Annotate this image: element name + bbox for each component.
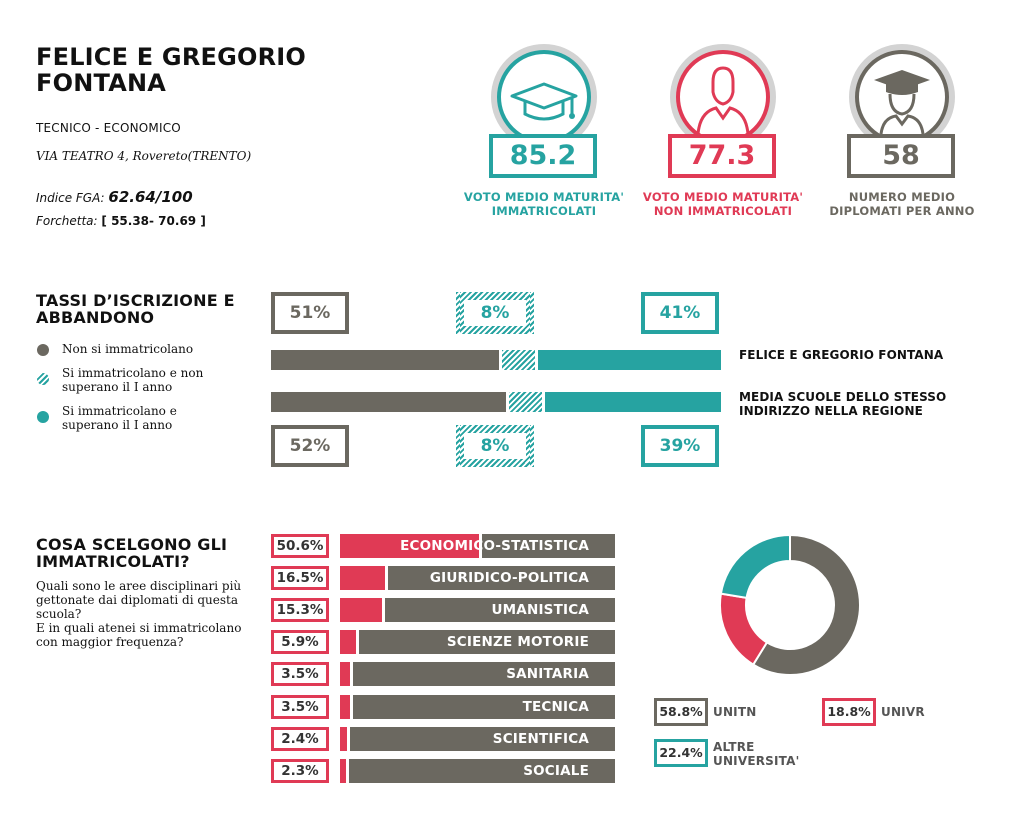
enroll-bar-gap bbox=[535, 350, 538, 370]
legend-dot-dropout bbox=[37, 373, 49, 385]
enrollment-title: TASSI D’ISCRIZIONE E ABBANDONO bbox=[36, 291, 235, 327]
area-value-box: 2.3% bbox=[271, 759, 329, 783]
areas-question-2: E in quali atenei si immatricolano con maggior frequenza? bbox=[36, 621, 242, 649]
enroll-bar-gap bbox=[542, 392, 545, 412]
fga-index bbox=[36, 188, 193, 206]
enroll-bar-segment bbox=[271, 392, 507, 412]
enroll-value-box: 39% bbox=[641, 425, 719, 467]
enroll-bar-segment bbox=[507, 392, 543, 412]
donut-slice bbox=[720, 594, 767, 665]
uni-label: UNITN bbox=[713, 705, 757, 719]
kpi-value-diplomati: 58 bbox=[847, 134, 955, 178]
area-category-label: UMANISTICA bbox=[491, 602, 589, 618]
area-value-box: 2.4% bbox=[271, 727, 329, 751]
area-category-label: SCIENTIFICA bbox=[492, 731, 589, 747]
enroll-category-label: MEDIA SCUOLE DELLO STESSO INDIRIZZO NELLA REGIONE bbox=[739, 390, 947, 418]
fga-label: Indice FGA: bbox=[36, 191, 105, 205]
graduate-person-icon bbox=[859, 54, 945, 140]
enroll-value-box: 51% bbox=[271, 292, 349, 334]
area-category-label: GIURIDICO-POLITICA bbox=[429, 570, 589, 586]
area-category-label: ECONOMICO-STATISTICA bbox=[400, 538, 589, 554]
kpi-value-non-immatricolati: 77.3 bbox=[668, 134, 776, 178]
kpi-value-immatricolati: 85.2 bbox=[489, 134, 597, 178]
area-category-label: TECNICA bbox=[522, 699, 589, 715]
enroll-value-box: 52% bbox=[271, 425, 349, 467]
forchetta-value: [ 55.38- 70.69 ] bbox=[101, 214, 206, 228]
kpi-label-non-immatricolati: VOTO MEDIO MATURITA' NON IMMATRICOLATI bbox=[642, 190, 804, 218]
area-value-box: 50.6% bbox=[271, 534, 329, 558]
enroll-bar-segment bbox=[501, 350, 537, 370]
enroll-bar-segment bbox=[537, 350, 722, 370]
uni-value-box: 58.8% bbox=[654, 698, 708, 726]
fga-value: 62.64/100 bbox=[108, 188, 193, 206]
enroll-value-box: 41% bbox=[641, 292, 719, 334]
uni-value-box: 18.8% bbox=[822, 698, 876, 726]
school-name: FELICE E GREGORIO FONTANA bbox=[36, 43, 307, 97]
forchetta-label: Forchetta: bbox=[36, 214, 98, 228]
enroll-value-box bbox=[456, 425, 534, 467]
area-value-box: 16.5% bbox=[271, 566, 329, 590]
person-icon bbox=[680, 54, 766, 140]
enroll-category-label: FELICE E GREGORIO FONTANA bbox=[739, 348, 944, 362]
school-address: VIA TEATRO 4, Rovereto(TRENTO) bbox=[36, 149, 252, 163]
legend-enrolled-pass: Si immatricolano e superano il I anno bbox=[62, 404, 177, 432]
legend-dropout: Si immatricolano e non superano il I anno bbox=[62, 366, 204, 394]
enroll-value-box bbox=[456, 292, 534, 334]
enroll-bar-gap bbox=[499, 350, 502, 370]
area-category-label: SOCIALE bbox=[523, 763, 589, 779]
uni-value-box: 22.4% bbox=[654, 739, 708, 767]
legend-dot-enrolled-pass bbox=[37, 411, 49, 423]
graduation-cap-icon bbox=[501, 54, 587, 140]
enroll-value-label: 8% bbox=[464, 300, 526, 326]
area-category-label: SCIENZE MOTORIE bbox=[446, 634, 589, 650]
kpi-label-diplomati: NUMERO MEDIO DIPLOMATI PER ANNO bbox=[829, 190, 975, 218]
fga-range bbox=[36, 214, 206, 228]
enroll-bar-gap bbox=[506, 392, 509, 412]
donut-slice bbox=[721, 535, 790, 598]
area-value-box: 3.5% bbox=[271, 695, 329, 719]
enroll-bar-segment bbox=[271, 350, 501, 370]
areas-title: COSA SCELGONO GLI IMMATRICOLATI? bbox=[36, 535, 228, 571]
kpi-label-immatricolati: VOTO MEDIO MATURITA' IMMATRICOLATI bbox=[463, 190, 625, 218]
area-value-box: 15.3% bbox=[271, 598, 329, 622]
school-type: TECNICO - ECONOMICO bbox=[36, 121, 181, 135]
universities-donut-chart bbox=[715, 530, 865, 680]
legend-not-enrolled: Non si immatricolano bbox=[62, 342, 194, 356]
areas-question-1: Quali sono le aree disciplinari più gettonate dai diplomati di questa scuola? bbox=[36, 579, 242, 621]
enroll-bar-segment bbox=[544, 392, 721, 412]
uni-label: ALTRE UNIVERSITA' bbox=[713, 740, 800, 768]
legend-dot-not-enrolled bbox=[37, 344, 49, 356]
area-value-box: 5.9% bbox=[271, 630, 329, 654]
uni-label: UNIVR bbox=[881, 705, 925, 719]
enroll-value-label: 8% bbox=[464, 433, 526, 459]
area-category-label: SANITARIA bbox=[506, 666, 589, 682]
area-value-box: 3.5% bbox=[271, 662, 329, 686]
